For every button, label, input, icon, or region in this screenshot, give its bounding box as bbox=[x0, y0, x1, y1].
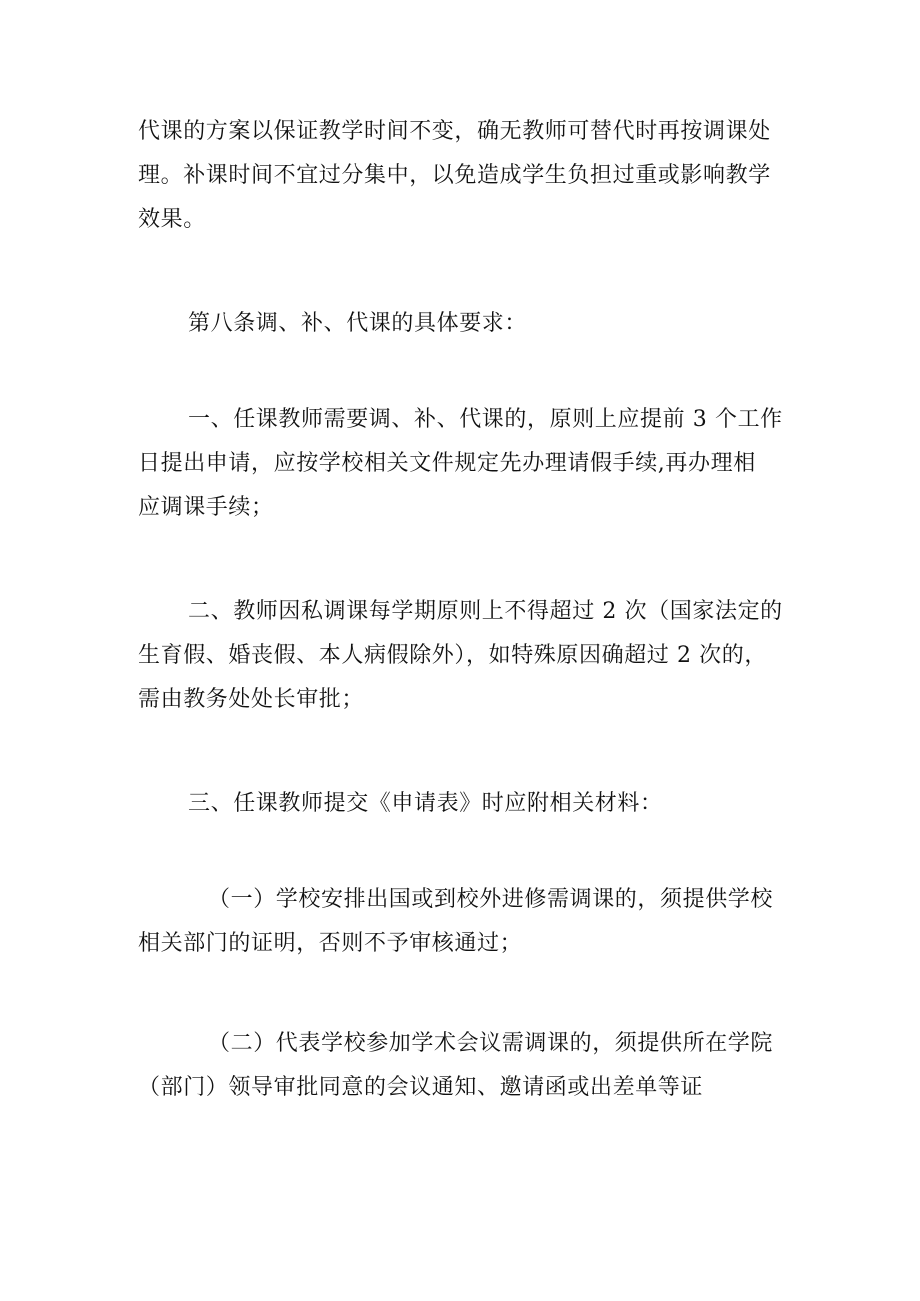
paragraph-item-two bbox=[138, 590, 793, 722]
text-line: 二、教师因私调课每学期原则上不得超过 2 次（国家法定的 bbox=[188, 599, 783, 624]
paragraph-subitem-one bbox=[138, 878, 793, 966]
paragraph-subitem-two bbox=[138, 1022, 793, 1110]
text-line: 效果。 bbox=[138, 207, 206, 232]
text-line: 第八条调、补、代课的具体要求： bbox=[188, 311, 528, 336]
text-line: 应调课手续； bbox=[138, 495, 274, 520]
text-line: （一）学校安排出国或到校外进修需调课的，须提供学校 bbox=[208, 887, 774, 912]
text-line: 三、任课教师提交《申请表》时应附相关材料： bbox=[188, 791, 663, 816]
text-line: （部门）领导审批同意的会议通知、邀请函或出差单等证 bbox=[138, 1075, 704, 1100]
text-line: 生育假、婚丧假、本人病假除外），如特殊原因确超过 2 次的， bbox=[138, 643, 767, 668]
text-line: （二）代表学校参加学术会议需调课的，须提供所在学院 bbox=[208, 1031, 774, 1056]
paragraph-item-one bbox=[138, 398, 793, 530]
text-line: 一、任课教师需要调、补、代课的，原则上应提前 3 个工作 bbox=[188, 407, 783, 432]
article-eight-heading bbox=[138, 302, 793, 346]
paragraph-item-three bbox=[138, 782, 793, 826]
paragraph-schedule-continuation bbox=[138, 110, 793, 242]
text-line: 代课的方案以保证教学时间不变，确无教师可替代时再按调课处 bbox=[138, 119, 771, 144]
text-line: 需由教务处处长审批； bbox=[138, 687, 365, 712]
text-line: 日提出申请，应按学校相关文件规定先办理请假手续,再办理相 bbox=[138, 451, 756, 476]
text-line: 相关部门的证明，否则不予审核通过； bbox=[138, 931, 523, 956]
text-line: 理。补课时间不宜过分集中，以免造成学生负担过重或影响教学 bbox=[138, 163, 771, 188]
